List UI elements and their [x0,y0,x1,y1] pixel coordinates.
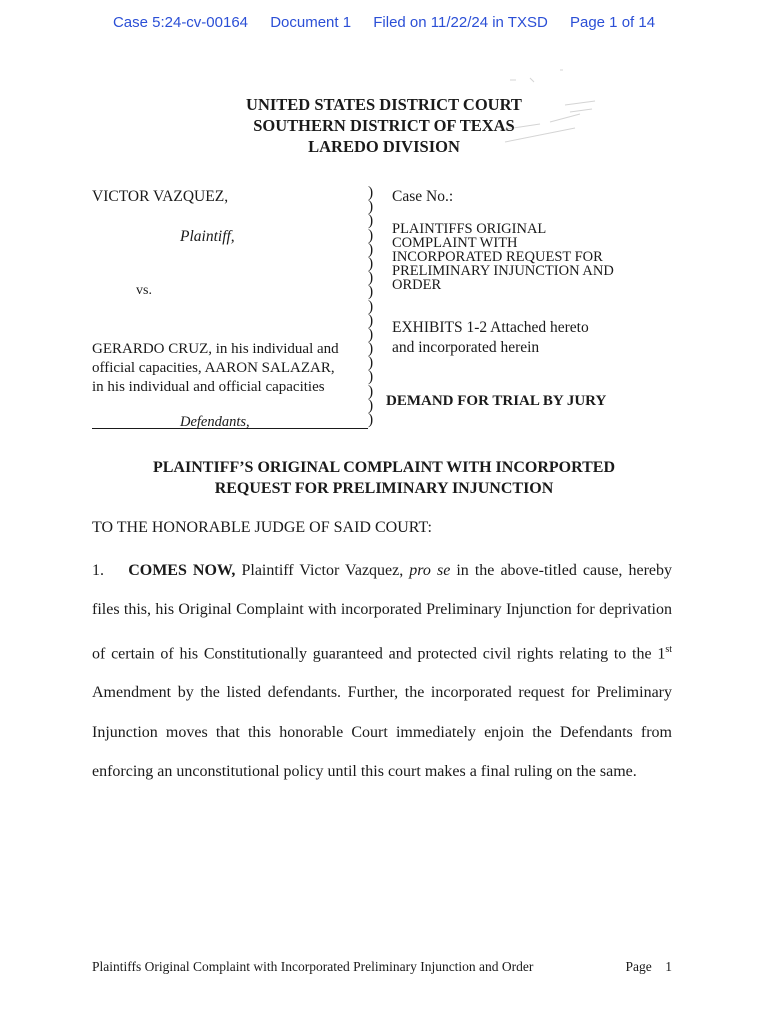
caption-paren: ) [368,354,374,372]
document-title-line-1: PLAINTIFF’S ORIGINAL COMPLAINT WITH INCORPORTED [152,459,615,476]
caption-paren: ) [368,311,374,329]
jury-demand: DEMAND FOR TRIAL BY JURY [386,393,607,409]
paragraph-text-a: Plaintiff Victor Vazquez, [235,562,410,579]
pleading-title-line: COMPLAINT WITH [392,235,518,251]
ecf-header [0,14,768,31]
caption-paren: ) [368,411,374,428]
caption-paren: ) [368,368,374,386]
pleading-title-line: PLAINTIFFS ORIGINAL [392,221,547,237]
pleading-title [392,222,662,292]
exhibits-line-2: and incorporated herein [392,339,540,356]
exhibits-line-1: EXHIBITS 1-2 Attached hereto [392,319,589,336]
caption-paren: ) [368,269,374,287]
court-name: UNITED STATES DISTRICT COURT [246,95,522,114]
paragraph-1 [92,551,672,791]
ecf-case-number: Case 5:24-cv-00164 [112,14,249,31]
defendants-line-3: in his individual and official capacities [92,379,325,395]
caption-paren: ) [368,198,374,216]
caption-paren: ) [368,212,374,230]
plaintiff-name: VICTOR VAZQUEZ, [92,188,229,205]
page-footer [92,959,672,975]
defendants-line-2: official capacities, AARON SALAZAR, [92,360,335,376]
plaintiff-role: Plaintiff, [180,228,235,245]
versus: vs. [136,283,152,298]
paragraph-text-c: Amendment by the listed defendants. Further, the incorporated request for Preliminary Injunction moves that this honorable Court immediately enjoin the Defendants from enforcing an unconstitutional policy until this court makes a final ruling on the same. [92,684,672,780]
court-district: SOUTHERN DISTRICT OF TEXAS [253,116,515,135]
pleading-title-line: PRELIMINARY INJUNCTION AND [392,263,614,279]
defendants-role: Defendants, [180,414,250,430]
defendants-names [92,340,339,397]
footer-page [626,959,673,975]
caption-paren: ) [368,226,374,244]
document-title-line-2: REQUEST FOR PRELIMINARY INJUNCTION [214,480,554,497]
caption-paren: ) [368,297,374,315]
ecf-page-count: Page 1 of 14 [569,14,656,31]
caption-paren: ) [368,340,374,358]
exhibits-note [392,318,589,358]
footer-title: Plaintiffs Original Complaint with Incorporated Preliminary Injunction and Order [92,959,534,974]
caption-paren: ) [368,240,374,258]
caption-paren: ) [368,325,374,343]
document-title [0,457,768,499]
paragraph-number: 1. [92,562,104,579]
caption-paren: ) [368,254,374,272]
case-number-label: Case No.: [392,188,454,205]
defendants-line-1: GERARDO CRUZ, in his individual and [92,341,339,357]
ordinal-suffix: st [665,643,672,655]
ecf-filed-date: Filed on 11/22/24 in TXSD [373,14,548,31]
caption-parentheses [368,186,373,427]
pleading-title-line: INCORPORATED REQUEST FOR [392,249,603,265]
caption-paren: ) [368,184,374,201]
pro-se-term: pro se [409,562,451,579]
caption-paren: ) [368,283,374,301]
paragraph-text-b: in the above-titled cause, hereby files this, his Original Complaint with incorporated Preliminary Injunction for deprivation of certain of his Constitutionally guaranteed and protected civil rights relating to the 1 [92,562,673,662]
paragraph-lead: COMES NOW, [128,562,236,579]
caption-paren: ) [368,396,374,414]
caption-paren: ) [368,382,374,400]
ecf-document-number: Document 1 [270,14,352,31]
court-division: LAREDO DIVISION [308,137,460,156]
footer-page-number: 1 [665,959,672,974]
footer-page-label: Page [625,959,652,974]
pleading-title-line: ORDER [392,277,442,293]
salutation: TO THE HONORABLE JUDGE OF SAID COURT: [92,519,432,536]
